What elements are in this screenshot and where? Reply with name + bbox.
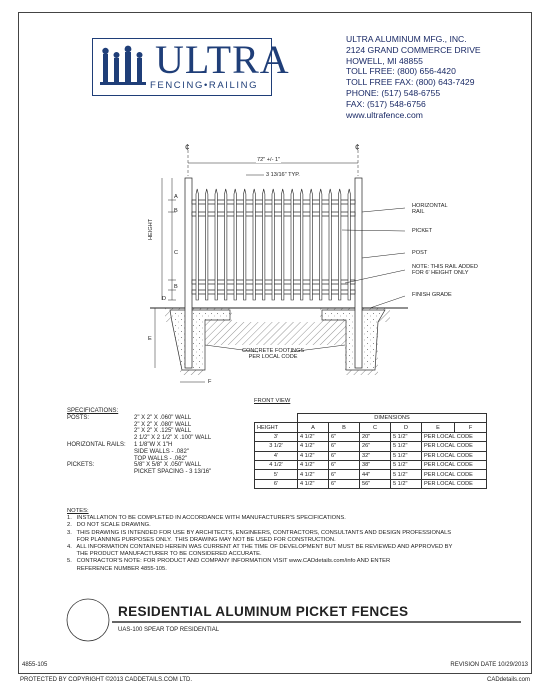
dimensions-caption: DIMENSIONS: [298, 414, 487, 423]
dimensions-row: [255, 442, 487, 451]
note-line: REFERENCE NUMBER 4855-105.: [67, 565, 167, 572]
dimensions-header-cell: A: [298, 423, 329, 432]
front-view-label: FRONT VIEW: [254, 398, 291, 404]
note-line: 1. INSTALLATION TO BE COMPLETED IN ACCORDANCE WITH MANUFACTURER'S SPECIFICATIONS.: [67, 515, 346, 522]
logo-wordmark: ULTRA: [155, 37, 290, 82]
spec-value: SIDE WALLS - .082": [134, 448, 189, 455]
dimensions-cell: 4': [255, 451, 298, 460]
dimensions-cell: 5 1/2": [391, 479, 422, 488]
picket: [320, 189, 322, 300]
spec-row: [67, 448, 189, 456]
company-toll-free-fax: TOLL FREE FAX: (800) 643-7429: [346, 77, 475, 88]
dimensions-cell: PER LOCAL CODE: [422, 470, 487, 479]
picket: [206, 189, 208, 300]
dim-d-label: D: [162, 296, 167, 302]
dimensions-cell: 4 1/2": [298, 442, 329, 451]
spec-row: [67, 462, 202, 469]
picket: [272, 189, 274, 300]
company-fax: FAX: (517) 548-6756: [346, 98, 426, 109]
note-line: THE PRODUCT MANUFACTURER TO BE CONSIDERED ACCURATE.: [67, 551, 262, 558]
spec-value: 2" X 2" X .060" WALL: [134, 414, 192, 421]
dim-e-label: E: [148, 336, 152, 342]
dimensions-cell: 5': [255, 470, 298, 479]
dimensions-cell: 3': [255, 432, 298, 441]
note-line: FOR PLANNING PURPOSES ONLY. THIS DRAWING MAY NOT BE USED FOR CONSTRUCTION.: [67, 536, 336, 543]
dimensions-header-cell: C: [360, 423, 391, 432]
spec-key: PICKETS:: [67, 462, 95, 469]
spec-row: [67, 428, 192, 435]
dimensions-cell: PER LOCAL CODE: [422, 460, 487, 469]
dimensions-row: [255, 451, 487, 460]
post-left: [185, 178, 192, 368]
picket: [301, 189, 303, 300]
dim-b-top-label: B: [174, 208, 178, 214]
specifications-heading: SPECIFICATIONS:: [67, 408, 119, 414]
notes-block: [67, 508, 452, 573]
note-line: 3. THIS DRAWING IS INTENDED FOR USE BY ARCHITECTS, ENGINEERS, CONTRACTORS, CONSULTANTS AND DESIGN PROFESSIONALS: [67, 529, 452, 536]
dimensions-cell: 4 1/2": [298, 432, 329, 441]
dimensions-cell: 5 1/2": [391, 470, 422, 479]
dimensions-cell: 6': [255, 479, 298, 488]
dimensions-cell: 44": [360, 470, 391, 479]
dimensions-cell: 5 1/2": [391, 460, 422, 469]
spec-row: [67, 421, 192, 429]
spec-value: 2 1/2" X 2 1/2" X .100" WALL: [134, 435, 212, 442]
dimensions-cell: 20": [360, 432, 391, 441]
picket: [253, 189, 255, 300]
spec-key: POSTS:: [67, 414, 90, 421]
dimensions-cell: PER LOCAL CODE: [422, 432, 487, 441]
dimensions-cell: 26": [360, 442, 391, 451]
note-line: 2. DO NOT SCALE DRAWING.: [67, 522, 151, 529]
dim-c-label: C: [174, 250, 179, 256]
dimensions-cell: 6": [329, 442, 360, 451]
picket: [196, 189, 198, 300]
dimensions-cell: 32": [360, 451, 391, 460]
callout-post: POST: [412, 250, 428, 256]
company-name: ULTRA ALUMINUM MFG., INC.: [346, 34, 467, 44]
dimensions-cell: 5 1/2": [391, 442, 422, 451]
spec-value: TOP WALLS - .062": [134, 455, 188, 462]
dimensions-cell: 6": [329, 479, 360, 488]
picket: [263, 189, 265, 300]
company-toll-free: TOLL FREE: (800) 656-4420: [346, 66, 456, 77]
dim-f-label: F: [208, 379, 212, 385]
spec-key: HORIZONTAL RAILS:: [67, 441, 126, 448]
dimensions-header-cell: B: [329, 423, 360, 432]
centerline-right-symbol: ¢: [355, 143, 360, 152]
post-right: [355, 178, 362, 368]
spec-value: 2" X 2" X .080" WALL: [134, 421, 192, 428]
spec-row: [67, 455, 188, 463]
callout-finish-grade: FINISH GRADE: [412, 292, 452, 298]
note-line: 5. CONTRACTOR'S NOTE: FOR PRODUCT AND COMPANY INFORMATION VISIT www.CADdetails.com/info AND ENTER: [67, 558, 391, 565]
company-phone: PHONE: (517) 548-6755: [346, 87, 441, 98]
spec-row: [67, 469, 212, 476]
picket: [310, 189, 312, 300]
logo-tagline: FENCING•RAILING: [150, 80, 259, 91]
company-website[interactable]: www.ultrafence.com: [346, 109, 423, 120]
dimensions-cell: 5 1/2": [391, 451, 422, 460]
dimensions-cell: 5 1/2": [391, 432, 422, 441]
dimensions-row: [255, 432, 487, 441]
dim-b-bottom-label: B: [174, 284, 178, 290]
dimensions-header-cell: F: [455, 423, 487, 432]
spec-value: 1 1/8"W X 1"H: [134, 441, 173, 448]
company-city: HOWELL, MI 48855: [346, 55, 423, 66]
revision-date: REVISION DATE 10/29/2013: [450, 662, 528, 668]
picket: [282, 189, 284, 300]
callout-horizontal-rail: HORIZONTAL RAIL: [412, 203, 448, 216]
spec-row: [67, 441, 173, 449]
dimensions-cell: PER LOCAL CODE: [422, 479, 487, 488]
picket-spacing-label: 3 13/16" TYP.: [266, 172, 300, 178]
spec-value: 2" X 2" X .125" WALL: [134, 428, 192, 435]
dimensions-cell: 6": [329, 432, 360, 441]
callout-picket: PICKET: [412, 228, 433, 234]
dimensions-header-cell: HEIGHT: [255, 423, 298, 432]
dimensions-header-cell: D: [391, 423, 422, 432]
specifications-block: [67, 408, 212, 476]
reference-number: 4855-105: [22, 662, 48, 668]
dimensions-header-cell: E: [422, 423, 455, 432]
drawing-title: RESIDENTIAL ALUMINUM PICKET FENCES: [118, 604, 409, 619]
centerline-left-symbol: ¢: [185, 143, 190, 152]
picket: [244, 189, 246, 300]
dimensions-cell: 4 1/2': [255, 460, 298, 469]
height-dimension-label: HEIGHT: [148, 218, 154, 240]
dimensions-cell: 4 1/2": [298, 470, 329, 479]
dimensions-row: [255, 470, 487, 479]
spec-value: PICKET SPACING - 3 13/16": [134, 469, 212, 476]
picket: [215, 189, 217, 300]
callout-rail-note: NOTE: THIS RAIL ADDED FOR 6' HEIGHT ONLY: [412, 264, 478, 277]
picket: [234, 189, 236, 300]
picket: [329, 189, 331, 300]
dim-a-label: A: [174, 194, 178, 200]
dimensions-cell: 6": [329, 470, 360, 479]
callout-concrete-footings: CONCRETE FOOTINGS PER LOCAL CODE: [242, 348, 305, 361]
dimensions-cell: 4 1/2": [298, 460, 329, 469]
note-line: 4. ALL INFORMATION CONTAINED HEREIN WAS CURRENT AT THE TIME OF DEVELOPMENT BUT MUST BE REVIEWED AND APPROVED BY: [67, 544, 453, 551]
picket: [339, 189, 341, 300]
copyright-notice: PROTECTED BY COPYRIGHT ©2013 CADDETAILS.COM LTD.: [20, 677, 193, 683]
company-street: 2124 GRAND COMMERCE DRIVE: [346, 44, 481, 55]
caddetails-link[interactable]: CADdetails.com: [486, 677, 530, 683]
notes-heading: NOTES:: [67, 508, 89, 514]
dimensions-cell: 6": [329, 451, 360, 460]
spec-value: 5/8" X 5/8" X .050" WALL: [134, 462, 202, 469]
dimensions-cell: 4 1/2": [298, 479, 329, 488]
drawing-subtitle: UAS-100 SPEAR TOP RESIDENTIAL: [118, 627, 220, 633]
dimensions-table: [254, 413, 487, 489]
dimensions-cell: 56": [360, 479, 391, 488]
dimensions-cell: 4 1/2": [298, 451, 329, 460]
dimensions-cell: PER LOCAL CODE: [422, 451, 487, 460]
dimensions-row: [255, 479, 487, 488]
picket: [225, 189, 227, 300]
spec-row: [67, 435, 212, 442]
picket: [291, 189, 293, 300]
dimensions-cell: 3 1/2': [255, 442, 298, 451]
width-dimension-label: 72" +/- 1": [257, 157, 281, 163]
dimensions-cell: PER LOCAL CODE: [422, 442, 487, 451]
dimensions-row: [255, 460, 487, 469]
picket: [348, 189, 350, 300]
dimensions-cell: 38": [360, 460, 391, 469]
dimensions-cell: 6": [329, 460, 360, 469]
spec-row: [67, 414, 192, 422]
